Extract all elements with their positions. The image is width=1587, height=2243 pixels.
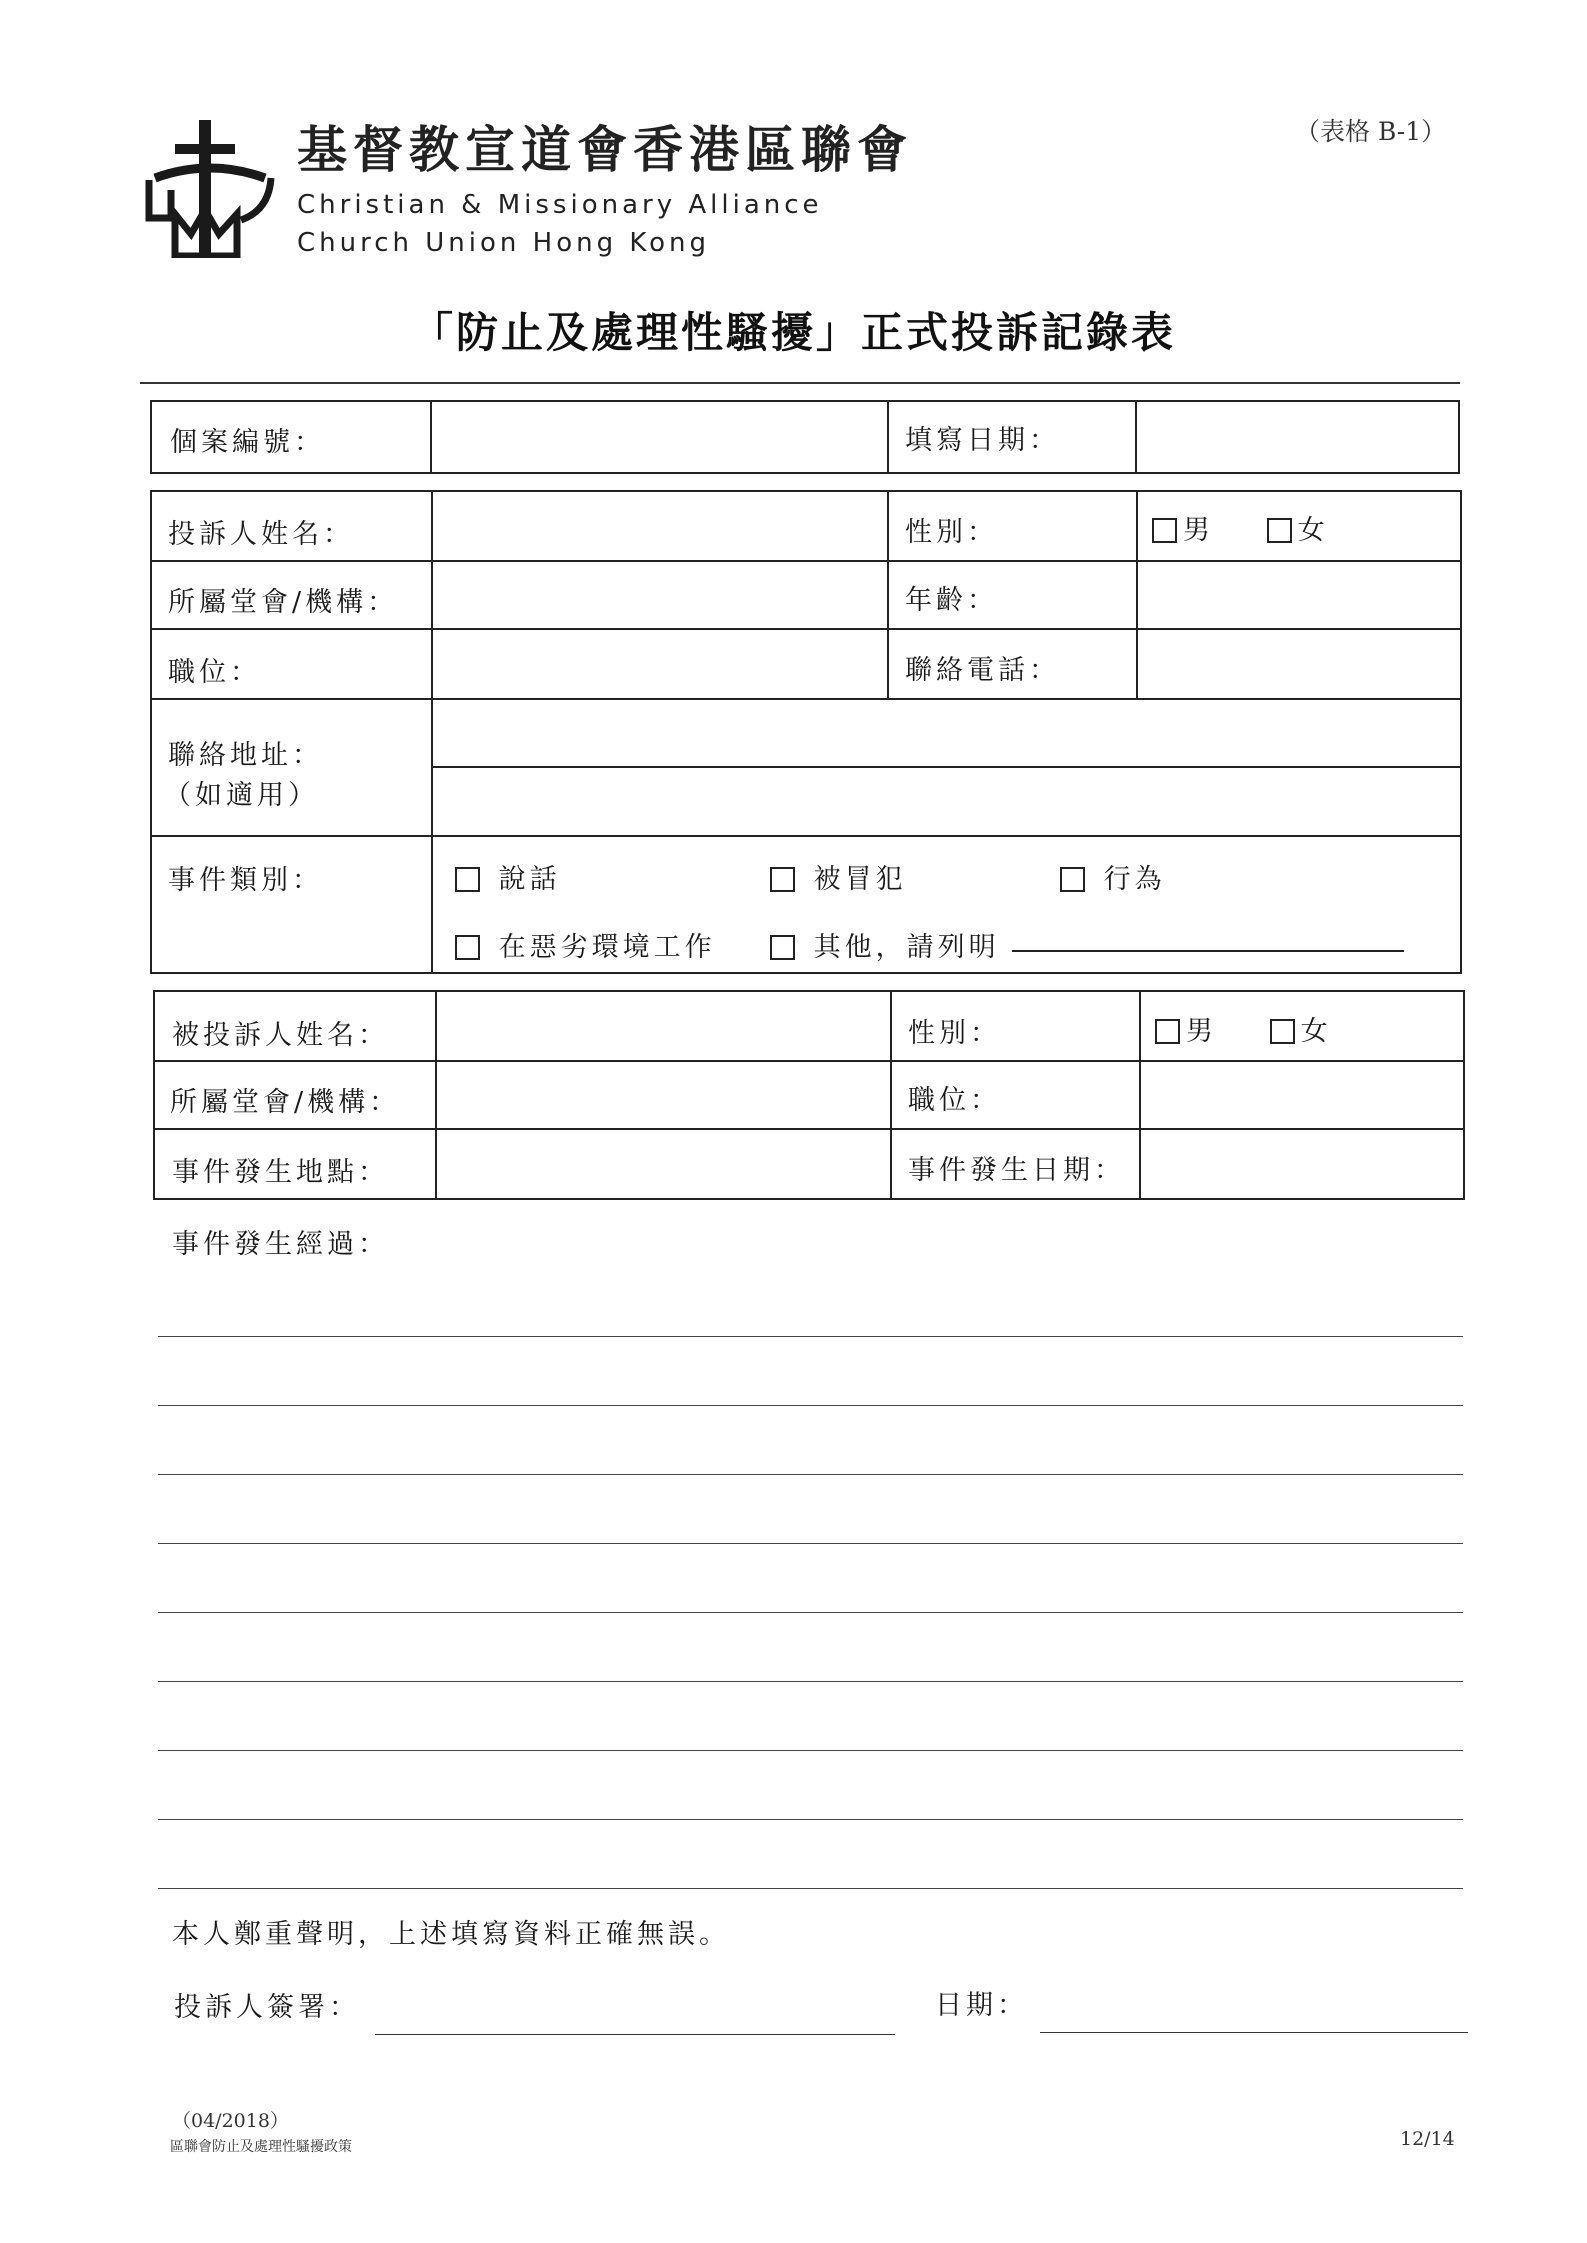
alliance-logo (145, 118, 275, 258)
complainant-position-label: 職位： (168, 657, 261, 688)
complainant-signature-label: 投訴人簽署： (174, 1992, 360, 2023)
complainant-address-field-line1[interactable] (433, 700, 1460, 764)
incident-date-label: 事件發生日期： (908, 1155, 1125, 1186)
complainant-phone-label: 聯絡電話： (905, 655, 1060, 686)
incident-type-behavior-checkbox[interactable] (1060, 867, 1085, 892)
incident-narrative-label: 事件發生經過： (172, 1229, 389, 1260)
complainant-church-field[interactable] (433, 562, 885, 626)
incident-type-behavior: 行為 (1060, 857, 1166, 896)
complainant-name-label: 投訴人姓名： (168, 519, 354, 550)
complainant-age-label: 年齡： (905, 585, 998, 616)
respondent-gender-male-label: 男 (1186, 1016, 1217, 1047)
complainant-gender-male-checkbox[interactable] (1152, 518, 1177, 543)
narrative-line (158, 1612, 1463, 1613)
incident-location-label: 事件發生地點： (172, 1157, 389, 1188)
complainant-gender-label: 性別： (905, 517, 998, 548)
incident-type-offended: 被冒犯 (770, 857, 907, 896)
incident-type-speech: 說話 (455, 857, 561, 896)
complainant-address-label: 聯絡地址： (168, 740, 323, 771)
narrative-line (158, 1405, 1463, 1406)
complainant-age-field[interactable] (1138, 562, 1460, 626)
narrative-line (158, 1819, 1463, 1820)
complainant-signature-field[interactable] (375, 2034, 895, 2035)
respondent-gender-female-label: 女 (1300, 1016, 1332, 1047)
respondent-gender-options (1155, 1009, 1332, 1048)
form-version: （04/2018） (172, 2110, 289, 2132)
incident-type-label: 事件類別： (168, 865, 323, 896)
complainant-gender-male-label: 男 (1183, 515, 1214, 546)
respondent-gender-male-checkbox[interactable] (1155, 1019, 1180, 1044)
respondent-position-field[interactable] (1141, 1062, 1463, 1126)
incident-type-hostile-environment-checkbox[interactable] (455, 935, 480, 960)
declaration-statement: 本人鄭重聲明，上述填寫資料正確無誤。 (172, 1919, 730, 1950)
signature-date-field[interactable] (1040, 2032, 1468, 2033)
complainant-gender-female-label: 女 (1297, 515, 1329, 546)
incident-type-speech-checkbox[interactable] (455, 867, 480, 892)
respondent-gender-label: 性別： (908, 1018, 1001, 1049)
form-title: 「防止及處理性騷擾」正式投訴記錄表 (410, 308, 1176, 357)
page-number: 12/14 (1400, 2128, 1455, 2150)
incident-type-other-field[interactable] (1012, 950, 1404, 952)
respondent-gender-female-checkbox[interactable] (1270, 1019, 1295, 1044)
incident-location-field[interactable] (437, 1130, 888, 1198)
incident-date-field[interactable] (1141, 1130, 1463, 1198)
complainant-phone-field[interactable] (1138, 630, 1460, 696)
incident-type-other: 其他，請列明 (770, 925, 1000, 964)
respondent-name-label: 被投訴人姓名： (172, 1020, 389, 1051)
case-number-label: 個案編號： (170, 427, 325, 458)
respondent-name-field[interactable] (437, 992, 888, 1058)
organization-name-english-line1: Christian & Missionary Alliance (297, 190, 823, 220)
form-code: （表格 B-1） (1295, 117, 1447, 146)
complainant-gender-female-checkbox[interactable] (1267, 518, 1292, 543)
fill-date-field[interactable] (1137, 402, 1458, 472)
incident-type-offended-checkbox[interactable] (770, 867, 795, 892)
complainant-position-field[interactable] (433, 630, 885, 696)
respondent-position-label: 職位： (908, 1085, 1001, 1116)
respondent-church-field[interactable] (437, 1062, 888, 1126)
narrative-line (158, 1336, 1463, 1337)
signature-date-label: 日期： (935, 1990, 1028, 2021)
incident-type-other-checkbox[interactable] (770, 935, 795, 960)
narrative-line (158, 1681, 1463, 1682)
narrative-line (158, 1474, 1463, 1475)
complainant-address-note: （如適用） (164, 780, 319, 811)
narrative-line (158, 1750, 1463, 1751)
incident-type-hostile-environment: 在惡劣環境工作 (455, 925, 716, 964)
complainant-church-label: 所屬堂會/機構： (168, 587, 399, 618)
fill-date-label: 填寫日期： (905, 425, 1060, 456)
complainant-gender-options (1152, 508, 1329, 547)
complainant-name-field[interactable] (433, 492, 885, 558)
policy-name: 區聯會防止及處理性騷擾政策 (170, 2139, 352, 2155)
organization-name-chinese: 基督教宣道會香港區聯會 (297, 120, 913, 179)
title-divider (140, 382, 1460, 384)
narrative-line (158, 1543, 1463, 1544)
respondent-church-label: 所屬堂會/機構： (170, 1087, 401, 1118)
narrative-line (158, 1888, 1463, 1889)
organization-name-english-line2: Church Union Hong Kong (297, 228, 710, 258)
case-number-field[interactable] (432, 402, 885, 472)
complainant-address-field-line2[interactable] (433, 768, 1460, 833)
